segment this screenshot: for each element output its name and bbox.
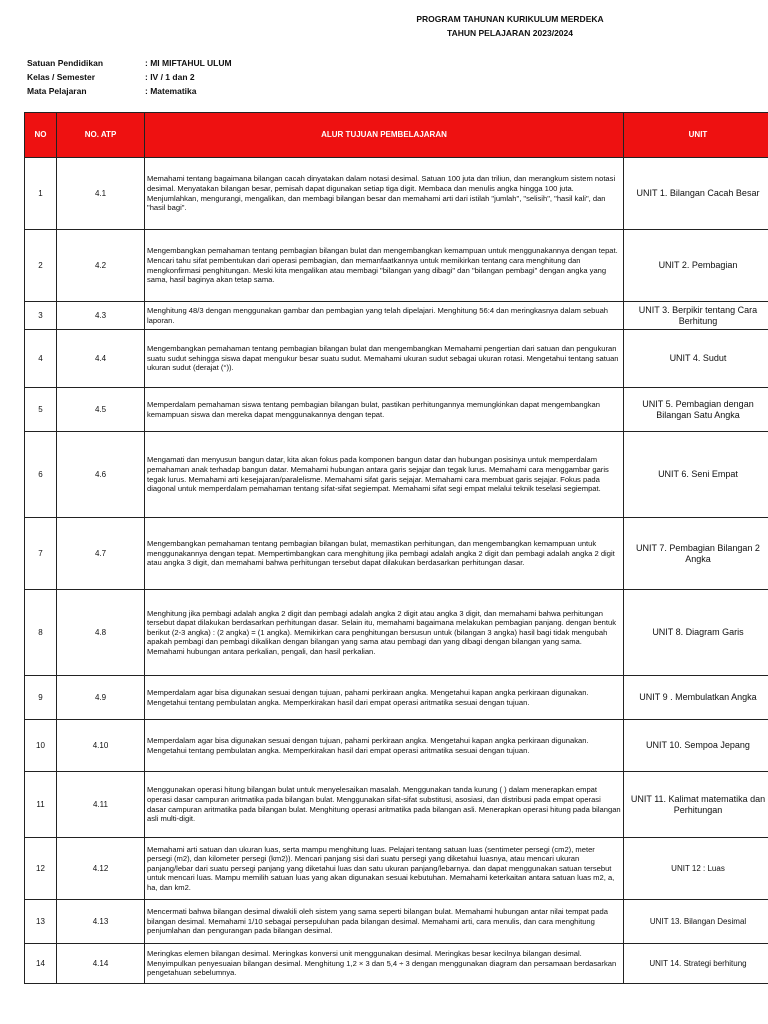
- cell-unit: UNIT 13. Bilangan Desimal: [624, 900, 768, 944]
- cell-objective: Memahami tentang bagaimana bilangan cacah dinyatakan dalam notasi desimal. Satuan 100 juta dan triliun, dan merangkum sistem notasi desimal. Menyatakan bilangan besar, pemisah dapat digunakan setiap tiga digit. Membaca dan menulis angka hingga 100 juta. Menjumlahkan, mengurangi, mengalikan, dan membagi bilangan besar dan memahami arti dari istilah "jumlah", "selisih", "hasil kali", dan "hasil bagi".: [145, 158, 624, 230]
- title-line-2: TAHUN PELAJARAN 2023/2024: [447, 28, 573, 38]
- cell-no: 9: [25, 676, 57, 720]
- cell-objective: Memperdalam pemahaman siswa tentang pembagian bilangan bulat, pastikan perhitungannya memungkinkan dapat mengembangkan kemampuan siswa dan mereka dapat menggunakannya dengan tepat.: [145, 388, 624, 432]
- cell-atp: 4.14: [57, 944, 145, 984]
- meta-value: : Matematika: [145, 86, 197, 96]
- cell-unit: UNIT 10. Sempoa Jepang: [624, 720, 768, 772]
- cell-unit: UNIT 5. Pembagian dengan Bilangan Satu Angka: [624, 388, 768, 432]
- title-line-1: PROGRAM TAHUNAN KURIKULUM MERDEKA: [416, 14, 604, 24]
- cell-unit: UNIT 7. Pembagian Bilangan 2 Angka: [624, 518, 768, 590]
- cell-unit: UNIT 9 . Membulatkan Angka: [624, 676, 768, 720]
- cell-objective: Mengamati dan menyusun bangun datar, kita akan fokus pada komponen bangun datar dan hubungan posisinya untuk memperdalam pemahaman anak terhadap bangun datar. Memahami hubungan antara garis sejajar dan tegak lurus. Memahami cara menggambar garis tegak lurus. Memahami arti kesejajaran/paralelisme. Memahami sifat garis sejajar. Memahami cara membuat garis sejajar. Fokus pada diagonal untuk memperdalam pemahaman tentang sifat-sifat segiempat. Memahami sifat segi empat melalui teknik teselasi segiempat.: [145, 432, 624, 518]
- cell-no: 1: [25, 158, 57, 230]
- cell-unit: UNIT 3. Berpikir tentang Cara Berhitung: [624, 302, 768, 330]
- cell-unit: UNIT 12 : Luas: [624, 838, 768, 900]
- cell-objective: Mencermati bahwa bilangan desimal diwakili oleh sistem yang sama seperti bilangan bulat. Memahami hubungan antar nilai tempat pada bilangan desimal. Memahami 1/10 sebagai persepuluhan pada bilangan desimal. Memahami arti, cara menulis, dan cara menghitung penjumlahan dan pengurangan pada bilangan desimal.: [145, 900, 624, 944]
- table-row: [25, 330, 768, 388]
- cell-unit: UNIT 14. Strategi berhitung: [624, 944, 768, 984]
- table-row: [25, 432, 768, 518]
- table-row: [25, 590, 768, 676]
- table-header-row: [25, 113, 768, 158]
- cell-no: 14: [25, 944, 57, 984]
- header-objective: ALUR TUJUAN PEMBELAJARAN: [145, 113, 624, 158]
- table-row: [25, 720, 768, 772]
- meta-value: : MI MIFTAHUL ULUM: [145, 58, 232, 68]
- cell-no: 7: [25, 518, 57, 590]
- table-row: [25, 388, 768, 432]
- cell-atp: 4.5: [57, 388, 145, 432]
- meta-row-class: [27, 70, 232, 84]
- document-meta: [27, 56, 232, 98]
- cell-no: 10: [25, 720, 57, 772]
- cell-atp: 4.6: [57, 432, 145, 518]
- table-row: [25, 900, 768, 944]
- cell-objective: Mengembangkan pemahaman tentang pembagian bilangan bulat, memastikan perhitungan, dan mengembangkan kemampuan untuk menggunakannya dengan tepat. Mempertimbangkan cara menghitung jika pembagi adalah angka 2 digit dan pembagi adalah angka 2 digit atau angka 3 digit, dan memahami bahwa perhitungan tersebut dapat dilakukan berdasarkan perhitungan dasar.: [145, 518, 624, 590]
- cell-objective: Meringkas elemen bilangan desimal. Meringkas konversi unit menggunakan desimal. Meringkas besar kecilnya bilangan desimal. Menyimpulkan penyesuaian bilangan desimal. Menghitung 1,2 × 3 dan 5,4 ÷ 3 dengan menggunakan diagram dan persamaan berdasarkan pengetahuan sebelumnya.: [145, 944, 624, 984]
- table-row: [25, 944, 768, 984]
- cell-unit: UNIT 1. Bilangan Cacah Besar: [624, 158, 768, 230]
- cell-atp: 4.9: [57, 676, 145, 720]
- header-no: NO: [25, 113, 57, 158]
- cell-unit: UNIT 11. Kalimat matematika dan Perhitungan: [624, 772, 768, 838]
- table-row: [25, 158, 768, 230]
- cell-unit: UNIT 8. Diagram Garis: [624, 590, 768, 676]
- table-row: [25, 230, 768, 302]
- table-row: [25, 302, 768, 330]
- cell-atp: 4.12: [57, 838, 145, 900]
- meta-row-school: [27, 56, 232, 70]
- table-row: [25, 518, 768, 590]
- header-atp: NO. ATP: [57, 113, 145, 158]
- cell-atp: 4.4: [57, 330, 145, 388]
- cell-objective: Memahami arti satuan dan ukuran luas, serta mampu menghitung luas. Pelajari tentang satuan luas (sentimeter persegi (cm2), meter persegi (m2), dan kilometer persegi (km2)). Mencari panjang sisi dari suatu persegi yang diketahui luasnya, atau mencari ukuran panjang/lebar dari suatu persegi panjang yang diketahui luas dan satu ukuran panjang/lebarnya. dan dapat menggunakan satuan tersebut untuk mencari luas. Mampu memilih satuan luas yang akan digunakan sesuai kebutuhan. Memahami keterkaitan antara satuan luas m2, a, ha, dan km2.: [145, 838, 624, 900]
- cell-atp: 4.11: [57, 772, 145, 838]
- table-row: [25, 676, 768, 720]
- cell-no: 8: [25, 590, 57, 676]
- cell-unit: UNIT 4. Sudut: [624, 330, 768, 388]
- cell-atp: 4.2: [57, 230, 145, 302]
- meta-label: Kelas / Semester: [27, 72, 96, 82]
- cell-no: 4: [25, 330, 57, 388]
- table-row: [25, 838, 768, 900]
- cell-no: 5: [25, 388, 57, 432]
- cell-objective: Mengembangkan pemahaman tentang pembagian bilangan bulat dan mengembangkan kemampuan untuk menggunakannya dengan tepat. Mencari tahu sifat pembentukan dari operasi pembagian, dan memanfaatkannya untuk memikirkan tentang cara menghitung dan mengkonfirmasi penghitungan. Meski kita mengalikan atau membagi "bilangan yang dibagi" dan "bilangan pembagi" dengan angka yang sama, hasil baginya akan tetap sama.: [145, 230, 624, 302]
- cell-atp: 4.13: [57, 900, 145, 944]
- cell-no: 13: [25, 900, 57, 944]
- cell-objective: Menggunakan operasi hitung bilangan bulat untuk menyelesaikan masalah. Menggunakan tanda kurung ( ) dalam menerapkan empat operasi dasar campuran aritmatika pada bilangan bulat. Menggunakan sifat-sifat substitusi, asosiasi, dan distribusi pada empat operasi dasar campuran aritmatika pada bilangan bulat. Menghitung operasi aritmatika pada bilangan asli. Menerapkan operasi hitung pada bilangan asli multi-digit.: [145, 772, 624, 838]
- cell-unit: UNIT 2. Pembagian: [624, 230, 768, 302]
- meta-label: Satuan Pendidikan: [27, 58, 104, 68]
- cell-atp: 4.1: [57, 158, 145, 230]
- cell-objective: Menghitung 48/3 dengan menggunakan gambar dan pembagian yang telah dipelajari. Menghitung 56:4 dan meringkasnya dalam sebuah laporan.: [145, 302, 624, 330]
- document-title: [380, 12, 640, 40]
- cell-atp: 4.7: [57, 518, 145, 590]
- cell-no: 2: [25, 230, 57, 302]
- cell-unit: UNIT 6. Seni Empat: [624, 432, 768, 518]
- cell-atp: 4.3: [57, 302, 145, 330]
- cell-atp: 4.10: [57, 720, 145, 772]
- header-unit: UNIT: [624, 113, 768, 158]
- meta-label: Mata Pelajaran: [27, 86, 87, 96]
- meta-row-subject: [27, 84, 232, 98]
- meta-value: : IV / 1 dan 2: [145, 72, 195, 82]
- cell-no: 11: [25, 772, 57, 838]
- cell-objective: Mengembangkan pemahaman tentang pembagian bilangan bulat dan mengembangkan Memahami pengertian dari satuan dan pengukuran suatu sudut sehingga siswa dapat mengukur besar suatu sudut. Memahami ukuran sudut sebagai ukuran rotasi. Mengetahui tentang satuan ukuran sudut (derajat (°)).: [145, 330, 624, 388]
- cell-atp: 4.8: [57, 590, 145, 676]
- cell-objective: Memperdalam agar bisa digunakan sesuai dengan tujuan, pahami perkiraan angka. Mengetahui kapan angka perkiraan digunakan. Mengetahui tentang pembulatan angka. Memperkirakan hasil dari empat operasi aritmatika sesuai dengan tujuan.: [145, 720, 624, 772]
- cell-objective: Menghitung jika pembagi adalah angka 2 digit dan pembagi adalah angka 2 digit atau angka 3 digit, dan memahami bahwa perhitungan tersebut dapat dilakukan berdasarkan perhitungan dasar. Selain itu, memahami bagaimana melakukan pembagian panjang. dengan bentuk berikut (2-3 angka) : (2 angka) = (1 angka). Memikirkan cara penghitungan bersusun untuk (bilangan 3 angka) hasil bagi tidak mengubah apakah pembagi dan pembagi dikalikan dengan bilangan yang sama atau pembagi dan yang dibagi dengan bilangan yang sama. Memahami hubungan antara perkalian, pengali, dan hasil perkalian.: [145, 590, 624, 676]
- cell-no: 3: [25, 302, 57, 330]
- cell-objective: Memperdalam agar bisa digunakan sesuai dengan tujuan, pahami perkiraan angka. Mengetahui kapan angka perkiraan digunakan. Mengetahui tentang pembulatan angka. Memperkirakan hasil dari empat operasi aritmatika sesuai dengan tujuan.: [145, 676, 624, 720]
- atp-table: [24, 112, 768, 984]
- cell-no: 6: [25, 432, 57, 518]
- table-row: [25, 772, 768, 838]
- cell-no: 12: [25, 838, 57, 900]
